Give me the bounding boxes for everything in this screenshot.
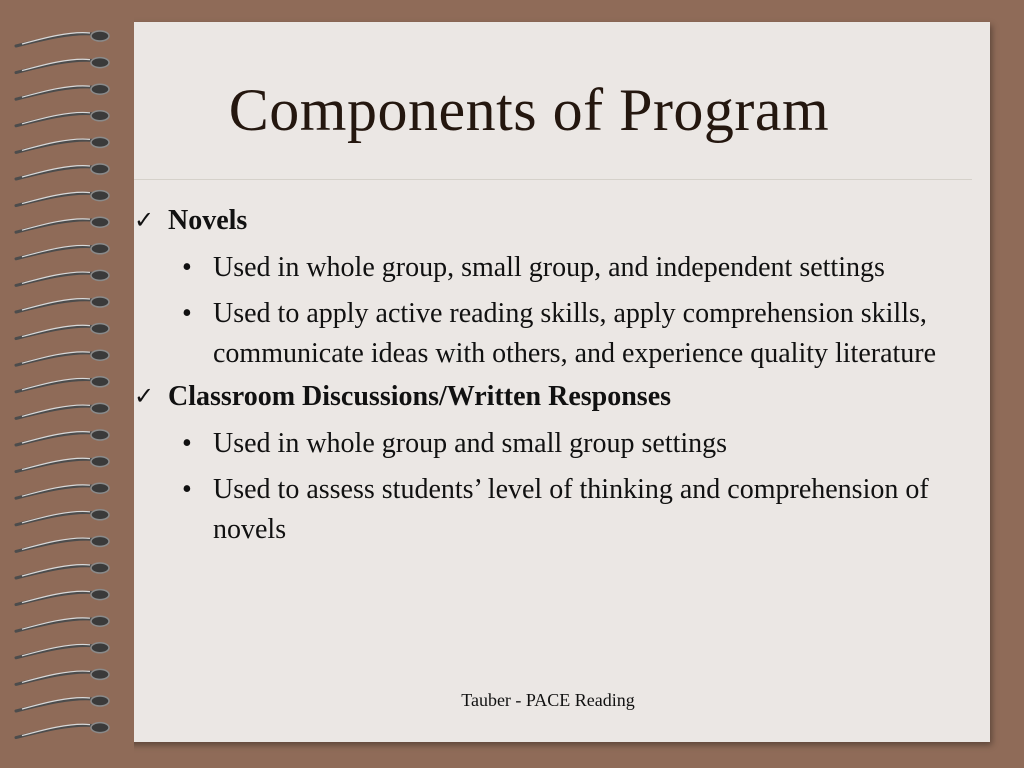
spiral-hole: [91, 483, 109, 493]
slide-content: [134, 204, 974, 556]
spiral-hole: [91, 31, 109, 41]
bullet-text: Used in whole group and small group settings: [213, 428, 728, 459]
spiral-hole: [91, 350, 109, 360]
spiral-hole: [91, 590, 109, 600]
spiral-hole: [91, 457, 109, 467]
spiral-hole: [91, 510, 109, 520]
section-novels: [134, 204, 974, 238]
bullet-text: Used to apply active reading skills, apply comprehension skills, communicate ideas with others, and experience quality literature: [213, 298, 937, 369]
bullet-icon: •: [182, 474, 192, 505]
spiral-hole: [91, 244, 109, 254]
bullet-icon: •: [182, 298, 192, 329]
bullet-icon: •: [182, 252, 192, 283]
spiral-hole: [91, 669, 109, 679]
checkmark-icon: ✓: [134, 208, 155, 234]
slide-title: Components of Program: [228, 77, 830, 143]
spiral-hole: [91, 643, 109, 653]
spiral-hole: [91, 297, 109, 307]
list-item: [134, 424, 974, 464]
bullet-text: Used in whole group, small group, and independent settings: [213, 252, 885, 283]
section-heading: Classroom Discussions/Written Responses: [168, 381, 672, 412]
spiral-hole: [91, 536, 109, 546]
checkmark-icon: ✓: [134, 384, 155, 410]
spiral-hole: [91, 723, 109, 733]
spiral-hole: [91, 403, 109, 413]
section-heading: Novels: [168, 205, 248, 236]
spiral-hole: [91, 217, 109, 227]
spiral-hole: [91, 164, 109, 174]
section-discussions: [134, 380, 974, 414]
slide-footer: Tauber - PACE Reading: [461, 690, 635, 710]
spiral-hole: [91, 58, 109, 68]
spiral-hole: [91, 324, 109, 334]
title-divider: [134, 179, 972, 180]
spiral-hole: [91, 616, 109, 626]
list-item: [134, 248, 974, 288]
spiral-hole: [91, 377, 109, 387]
spiral-hole: [91, 563, 109, 573]
bullet-text: Used to assess students’ level of thinking and comprehension of novels: [213, 474, 929, 545]
list-item: [134, 294, 974, 374]
spiral-hole: [91, 430, 109, 440]
list-item: [134, 470, 974, 550]
spiral-hole: [91, 270, 109, 280]
spiral-hole: [91, 191, 109, 201]
bullet-icon: •: [182, 428, 192, 459]
